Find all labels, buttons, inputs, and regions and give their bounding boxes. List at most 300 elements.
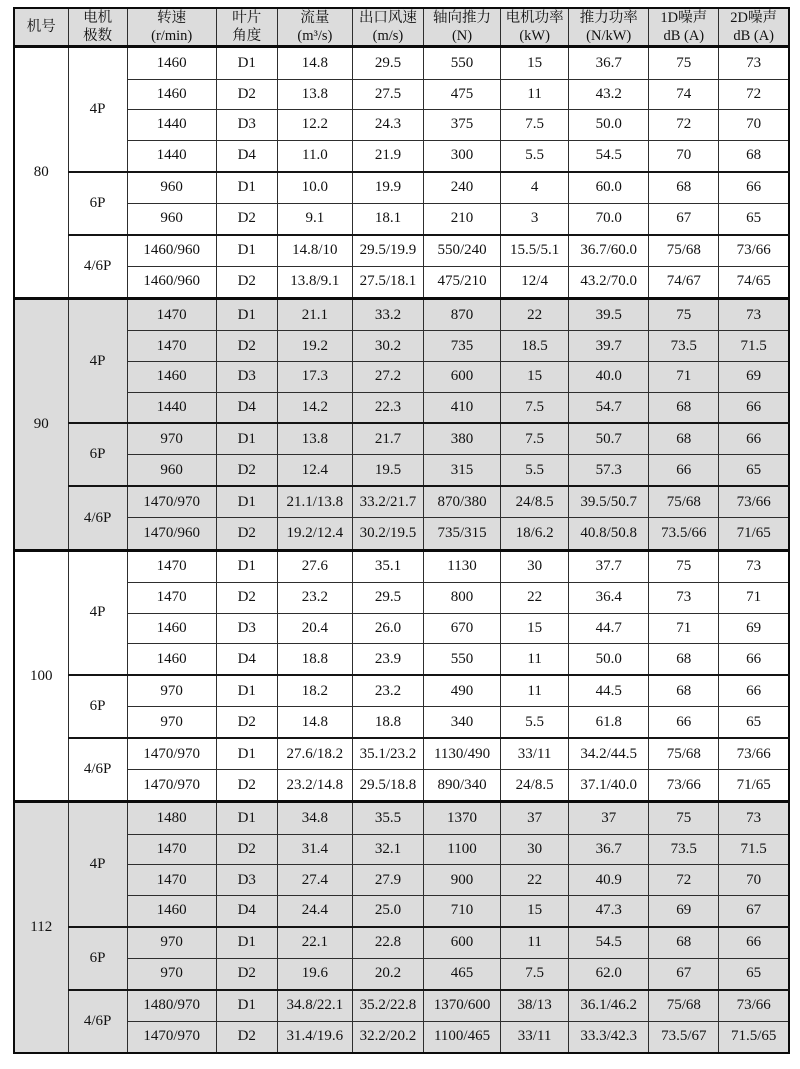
axial-thrust-cell: 890/340: [423, 770, 500, 802]
speed-cell: 1470/970: [127, 486, 216, 517]
motor-power-cell: 30: [501, 550, 569, 582]
thrust-power-cell: 44.5: [569, 675, 649, 706]
outlet-velocity-cell: 19.9: [352, 172, 423, 203]
speed-cell: 1460: [127, 895, 216, 926]
axial-thrust-cell: 315: [423, 455, 500, 486]
flow-cell: 12.2: [277, 110, 352, 141]
speed-cell: 1460/960: [127, 266, 216, 298]
flow-cell: 12.4: [277, 455, 352, 486]
speed-cell: 1440: [127, 140, 216, 171]
noise-2d-cell: 68: [719, 140, 789, 171]
noise-1d-cell: 66: [649, 455, 719, 486]
noise-1d-cell: 67: [649, 203, 719, 234]
motor-power-cell: 7.5: [501, 110, 569, 141]
noise-2d-cell: 66: [719, 644, 789, 675]
blade-angle-cell: D1: [216, 172, 277, 203]
motor-power-cell: 38/13: [501, 990, 569, 1021]
noise-1d-cell: 70: [649, 140, 719, 171]
noise-2d-cell: 73/66: [719, 738, 789, 769]
axial-thrust-cell: 475: [423, 79, 500, 110]
blade-angle-cell: D1: [216, 927, 277, 958]
flow-cell: 14.2: [277, 392, 352, 423]
speed-cell: 1470/960: [127, 518, 216, 550]
axial-thrust-cell: 800: [423, 583, 500, 614]
noise-2d-cell: 66: [719, 172, 789, 203]
motor-power-cell: 15.5/5.1: [501, 235, 569, 266]
outlet-velocity-cell: 29.5/18.8: [352, 770, 423, 802]
col-header-blade-angle: [216, 8, 277, 47]
thrust-power-cell: 37.1/40.0: [569, 770, 649, 802]
thrust-power-cell: 62.0: [569, 958, 649, 989]
axial-thrust-cell: 710: [423, 895, 500, 926]
model-cell: 112: [14, 802, 68, 1053]
thrust-power-cell: 36.7: [569, 834, 649, 865]
noise-1d-cell: 73.5: [649, 331, 719, 362]
noise-2d-cell: 66: [719, 392, 789, 423]
noise-1d-cell: 75/68: [649, 738, 719, 769]
table-row: [14, 203, 789, 234]
outlet-velocity-cell: 30.2: [352, 331, 423, 362]
noise-2d-cell: 65: [719, 203, 789, 234]
motor-power-cell: 22: [501, 298, 569, 330]
poles-cell: 4P: [68, 47, 127, 172]
blade-angle-cell: D2: [216, 583, 277, 614]
blade-angle-cell: D1: [216, 298, 277, 330]
thrust-power-cell: 54.5: [569, 927, 649, 958]
thrust-power-cell: 50.7: [569, 423, 649, 454]
blade-angle-cell: D2: [216, 834, 277, 865]
spec-table: [13, 7, 790, 1054]
outlet-velocity-cell: 27.9: [352, 865, 423, 896]
speed-cell: 970: [127, 423, 216, 454]
header-line2: 极数: [83, 28, 113, 45]
outlet-velocity-cell: 33.2/21.7: [352, 486, 423, 517]
blade-angle-cell: D4: [216, 392, 277, 423]
header-line2: (m³/s): [297, 28, 333, 45]
header-line1: 机号: [26, 19, 56, 36]
axial-thrust-cell: 670: [423, 613, 500, 644]
motor-power-cell: 18.5: [501, 331, 569, 362]
motor-power-cell: 11: [501, 79, 569, 110]
col-header-poles: [68, 8, 127, 47]
speed-cell: 970: [127, 927, 216, 958]
noise-1d-cell: 73.5: [649, 834, 719, 865]
model-cell: 80: [14, 47, 68, 299]
speed-cell: 1480: [127, 802, 216, 834]
speed-cell: 1470/970: [127, 770, 216, 802]
flow-cell: 23.2: [277, 583, 352, 614]
motor-power-cell: 24/8.5: [501, 486, 569, 517]
noise-2d-cell: 67: [719, 895, 789, 926]
col-header-flow: [277, 8, 352, 47]
axial-thrust-cell: 465: [423, 958, 500, 989]
thrust-power-cell: 36.1/46.2: [569, 990, 649, 1021]
motor-power-cell: 3: [501, 203, 569, 234]
noise-1d-cell: 75: [649, 550, 719, 582]
table-row: [14, 266, 789, 298]
table-row: [14, 1021, 789, 1053]
col-header-noise-2d: [719, 8, 789, 47]
table-row: [14, 738, 789, 769]
table-row: [14, 958, 789, 989]
header-line1: 推力功率: [579, 10, 638, 26]
outlet-velocity-cell: 18.1: [352, 203, 423, 234]
outlet-velocity-cell: 19.5: [352, 455, 423, 486]
header-line1: 电机功率: [505, 10, 564, 26]
blade-angle-cell: D2: [216, 455, 277, 486]
blade-angle-cell: D1: [216, 675, 277, 706]
col-header-model: [14, 8, 68, 47]
noise-2d-cell: 73: [719, 47, 789, 79]
table-row: [14, 834, 789, 865]
poles-cell: 4/6P: [68, 738, 127, 802]
axial-thrust-cell: 1100: [423, 834, 500, 865]
motor-power-cell: 7.5: [501, 423, 569, 454]
table-row: [14, 361, 789, 392]
table-row: [14, 392, 789, 423]
blade-angle-cell: D2: [216, 518, 277, 550]
flow-cell: 24.4: [277, 895, 352, 926]
blade-angle-cell: D1: [216, 486, 277, 517]
noise-1d-cell: 68: [649, 392, 719, 423]
motor-power-cell: 7.5: [501, 392, 569, 423]
motor-power-cell: 11: [501, 675, 569, 706]
flow-cell: 27.6: [277, 550, 352, 582]
noise-2d-cell: 65: [719, 455, 789, 486]
blade-angle-cell: D1: [216, 550, 277, 582]
outlet-velocity-cell: 22.8: [352, 927, 423, 958]
axial-thrust-cell: 490: [423, 675, 500, 706]
table-row: [14, 235, 789, 266]
thrust-power-cell: 47.3: [569, 895, 649, 926]
thrust-power-cell: 39.5: [569, 298, 649, 330]
table-row: [14, 486, 789, 517]
header-line1: 叶片: [232, 10, 262, 26]
motor-power-cell: 7.5: [501, 958, 569, 989]
table-row: [14, 331, 789, 362]
blade-angle-cell: D2: [216, 331, 277, 362]
flow-cell: 34.8/22.1: [277, 990, 352, 1021]
noise-2d-cell: 73/66: [719, 486, 789, 517]
blade-angle-cell: D3: [216, 110, 277, 141]
noise-2d-cell: 71.5: [719, 331, 789, 362]
motor-power-cell: 5.5: [501, 455, 569, 486]
thrust-power-cell: 57.3: [569, 455, 649, 486]
noise-1d-cell: 75: [649, 802, 719, 834]
motor-power-cell: 5.5: [501, 140, 569, 171]
speed-cell: 1460: [127, 644, 216, 675]
flow-cell: 13.8/9.1: [277, 266, 352, 298]
axial-thrust-cell: 870/380: [423, 486, 500, 517]
speed-cell: 1470: [127, 583, 216, 614]
noise-2d-cell: 73: [719, 298, 789, 330]
speed-cell: 1470: [127, 865, 216, 896]
poles-cell: 4P: [68, 802, 127, 927]
poles-cell: 4/6P: [68, 235, 127, 299]
thrust-power-cell: 43.2: [569, 79, 649, 110]
axial-thrust-cell: 475/210: [423, 266, 500, 298]
flow-cell: 19.6: [277, 958, 352, 989]
outlet-velocity-cell: 23.9: [352, 644, 423, 675]
blade-angle-cell: D1: [216, 235, 277, 266]
header-line1: 流量: [300, 10, 330, 26]
axial-thrust-cell: 550/240: [423, 235, 500, 266]
table-row: [14, 895, 789, 926]
table-row: [14, 172, 789, 203]
motor-power-cell: 24/8.5: [501, 770, 569, 802]
noise-2d-cell: 69: [719, 613, 789, 644]
axial-thrust-cell: 1370: [423, 802, 500, 834]
header-line2: (kW): [519, 28, 550, 45]
noise-2d-cell: 66: [719, 423, 789, 454]
noise-1d-cell: 73.5/67: [649, 1021, 719, 1053]
blade-angle-cell: D1: [216, 990, 277, 1021]
outlet-velocity-cell: 29.5/19.9: [352, 235, 423, 266]
speed-cell: 1460: [127, 613, 216, 644]
outlet-velocity-cell: 20.2: [352, 958, 423, 989]
outlet-velocity-cell: 35.1: [352, 550, 423, 582]
flow-cell: 14.8/10: [277, 235, 352, 266]
thrust-power-cell: 40.0: [569, 361, 649, 392]
outlet-velocity-cell: 29.5: [352, 583, 423, 614]
motor-power-cell: 22: [501, 865, 569, 896]
col-header-axial-thrust: [423, 8, 500, 47]
outlet-velocity-cell: 33.2: [352, 298, 423, 330]
outlet-velocity-cell: 21.7: [352, 423, 423, 454]
table-row: [14, 613, 789, 644]
axial-thrust-cell: 900: [423, 865, 500, 896]
outlet-velocity-cell: 22.3: [352, 392, 423, 423]
flow-cell: 34.8: [277, 802, 352, 834]
table-row: [14, 583, 789, 614]
blade-angle-cell: D3: [216, 865, 277, 896]
flow-cell: 13.8: [277, 79, 352, 110]
axial-thrust-cell: 410: [423, 392, 500, 423]
noise-2d-cell: 71.5: [719, 834, 789, 865]
axial-thrust-cell: 210: [423, 203, 500, 234]
header-line1: 电机: [83, 10, 113, 26]
table-row: [14, 770, 789, 802]
outlet-velocity-cell: 27.5: [352, 79, 423, 110]
poles-cell: 6P: [68, 675, 127, 738]
noise-1d-cell: 73: [649, 583, 719, 614]
header-row: [14, 8, 789, 47]
col-header-outlet-velocity: [352, 8, 423, 47]
speed-cell: 1470/970: [127, 738, 216, 769]
flow-cell: 22.1: [277, 927, 352, 958]
thrust-power-cell: 39.5/50.7: [569, 486, 649, 517]
header-line1: 转速: [157, 10, 187, 26]
thrust-power-cell: 60.0: [569, 172, 649, 203]
table-row: [14, 518, 789, 550]
noise-1d-cell: 68: [649, 675, 719, 706]
table-row: [14, 927, 789, 958]
header-line2: (m/s): [372, 28, 404, 45]
blade-angle-cell: D4: [216, 140, 277, 171]
noise-2d-cell: 74/65: [719, 266, 789, 298]
speed-cell: 1470: [127, 331, 216, 362]
noise-2d-cell: 65: [719, 958, 789, 989]
thrust-power-cell: 40.8/50.8: [569, 518, 649, 550]
flow-cell: 20.4: [277, 613, 352, 644]
speed-cell: 960: [127, 455, 216, 486]
table-row: [14, 423, 789, 454]
noise-2d-cell: 73/66: [719, 990, 789, 1021]
noise-1d-cell: 74: [649, 79, 719, 110]
table-row: [14, 990, 789, 1021]
blade-angle-cell: D4: [216, 895, 277, 926]
thrust-power-cell: 50.0: [569, 110, 649, 141]
speed-cell: 1470: [127, 834, 216, 865]
outlet-velocity-cell: 24.3: [352, 110, 423, 141]
axial-thrust-cell: 1100/465: [423, 1021, 500, 1053]
flow-cell: 31.4: [277, 834, 352, 865]
table-row: [14, 707, 789, 738]
header-line2: 角度: [232, 28, 262, 45]
thrust-power-cell: 44.7: [569, 613, 649, 644]
motor-power-cell: 33/11: [501, 1021, 569, 1053]
header-line2: (r/min): [151, 28, 193, 45]
axial-thrust-cell: 600: [423, 361, 500, 392]
noise-1d-cell: 68: [649, 927, 719, 958]
header-line2: (N/kW): [586, 28, 632, 45]
thrust-power-cell: 33.3/42.3: [569, 1021, 649, 1053]
thrust-power-cell: 36.4: [569, 583, 649, 614]
axial-thrust-cell: 340: [423, 707, 500, 738]
flow-cell: 27.6/18.2: [277, 738, 352, 769]
flow-cell: 13.8: [277, 423, 352, 454]
noise-1d-cell: 68: [649, 172, 719, 203]
thrust-power-cell: 34.2/44.5: [569, 738, 649, 769]
noise-1d-cell: 75/68: [649, 486, 719, 517]
outlet-velocity-cell: 35.1/23.2: [352, 738, 423, 769]
noise-1d-cell: 73.5/66: [649, 518, 719, 550]
outlet-velocity-cell: 35.2/22.8: [352, 990, 423, 1021]
noise-1d-cell: 75: [649, 298, 719, 330]
header-line2: (N): [451, 28, 473, 45]
noise-2d-cell: 73: [719, 802, 789, 834]
motor-power-cell: 15: [501, 361, 569, 392]
speed-cell: 1440: [127, 392, 216, 423]
poles-cell: 6P: [68, 172, 127, 235]
noise-2d-cell: 70: [719, 865, 789, 896]
axial-thrust-cell: 1130/490: [423, 738, 500, 769]
flow-cell: 23.2/14.8: [277, 770, 352, 802]
speed-cell: 1460: [127, 79, 216, 110]
blade-angle-cell: D1: [216, 738, 277, 769]
speed-cell: 970: [127, 707, 216, 738]
table-body: [14, 47, 789, 1053]
outlet-velocity-cell: 30.2/19.5: [352, 518, 423, 550]
thrust-power-cell: 36.7/60.0: [569, 235, 649, 266]
noise-2d-cell: 71: [719, 583, 789, 614]
flow-cell: 21.1: [277, 298, 352, 330]
axial-thrust-cell: 870: [423, 298, 500, 330]
outlet-velocity-cell: 32.1: [352, 834, 423, 865]
noise-2d-cell: 71/65: [719, 518, 789, 550]
header-line2: dB (A): [733, 28, 774, 45]
motor-power-cell: 12/4: [501, 266, 569, 298]
flow-cell: 9.1: [277, 203, 352, 234]
motor-power-cell: 33/11: [501, 738, 569, 769]
noise-2d-cell: 71.5/65: [719, 1021, 789, 1053]
noise-1d-cell: 69: [649, 895, 719, 926]
thrust-power-cell: 43.2/70.0: [569, 266, 649, 298]
thrust-power-cell: 39.7: [569, 331, 649, 362]
blade-angle-cell: D4: [216, 644, 277, 675]
flow-cell: 18.2: [277, 675, 352, 706]
speed-cell: 1470: [127, 298, 216, 330]
noise-2d-cell: 72: [719, 79, 789, 110]
flow-cell: 10.0: [277, 172, 352, 203]
outlet-velocity-cell: 27.5/18.1: [352, 266, 423, 298]
thrust-power-cell: 37: [569, 802, 649, 834]
table-row: [14, 550, 789, 582]
table-row: [14, 675, 789, 706]
motor-power-cell: 18/6.2: [501, 518, 569, 550]
poles-cell: 4P: [68, 550, 127, 675]
noise-2d-cell: 69: [719, 361, 789, 392]
thrust-power-cell: 36.7: [569, 47, 649, 79]
header-line1: 2D噪声: [730, 10, 778, 26]
axial-thrust-cell: 240: [423, 172, 500, 203]
blade-angle-cell: D2: [216, 707, 277, 738]
flow-cell: 14.8: [277, 707, 352, 738]
speed-cell: 960: [127, 172, 216, 203]
header-line2: dB (A): [663, 28, 705, 45]
model-cell: 90: [14, 298, 68, 550]
poles-cell: 4/6P: [68, 486, 127, 550]
noise-2d-cell: 66: [719, 927, 789, 958]
motor-power-cell: 15: [501, 47, 569, 79]
noise-2d-cell: 66: [719, 675, 789, 706]
flow-cell: 19.2: [277, 331, 352, 362]
flow-cell: 19.2/12.4: [277, 518, 352, 550]
axial-thrust-cell: 375: [423, 110, 500, 141]
thrust-power-cell: 40.9: [569, 865, 649, 896]
motor-power-cell: 4: [501, 172, 569, 203]
table-row: [14, 455, 789, 486]
table-row: [14, 298, 789, 330]
outlet-velocity-cell: 23.2: [352, 675, 423, 706]
thrust-power-cell: 54.5: [569, 140, 649, 171]
outlet-velocity-cell: 25.0: [352, 895, 423, 926]
noise-1d-cell: 71: [649, 613, 719, 644]
speed-cell: 960: [127, 203, 216, 234]
blade-angle-cell: D2: [216, 79, 277, 110]
noise-1d-cell: 75/68: [649, 990, 719, 1021]
noise-2d-cell: 73: [719, 550, 789, 582]
table-row: [14, 644, 789, 675]
noise-1d-cell: 68: [649, 644, 719, 675]
speed-cell: 1470: [127, 550, 216, 582]
table-header: [14, 8, 789, 47]
motor-power-cell: 15: [501, 895, 569, 926]
col-header-noise-1d: [649, 8, 719, 47]
flow-cell: 31.4/19.6: [277, 1021, 352, 1053]
header-line1: 1D噪声: [660, 10, 708, 26]
axial-thrust-cell: 735/315: [423, 518, 500, 550]
blade-angle-cell: D1: [216, 47, 277, 79]
thrust-power-cell: 37.7: [569, 550, 649, 582]
flow-cell: 27.4: [277, 865, 352, 896]
motor-power-cell: 15: [501, 613, 569, 644]
axial-thrust-cell: 735: [423, 331, 500, 362]
outlet-velocity-cell: 32.2/20.2: [352, 1021, 423, 1053]
noise-1d-cell: 74/67: [649, 266, 719, 298]
flow-cell: 21.1/13.8: [277, 486, 352, 517]
noise-1d-cell: 66: [649, 707, 719, 738]
